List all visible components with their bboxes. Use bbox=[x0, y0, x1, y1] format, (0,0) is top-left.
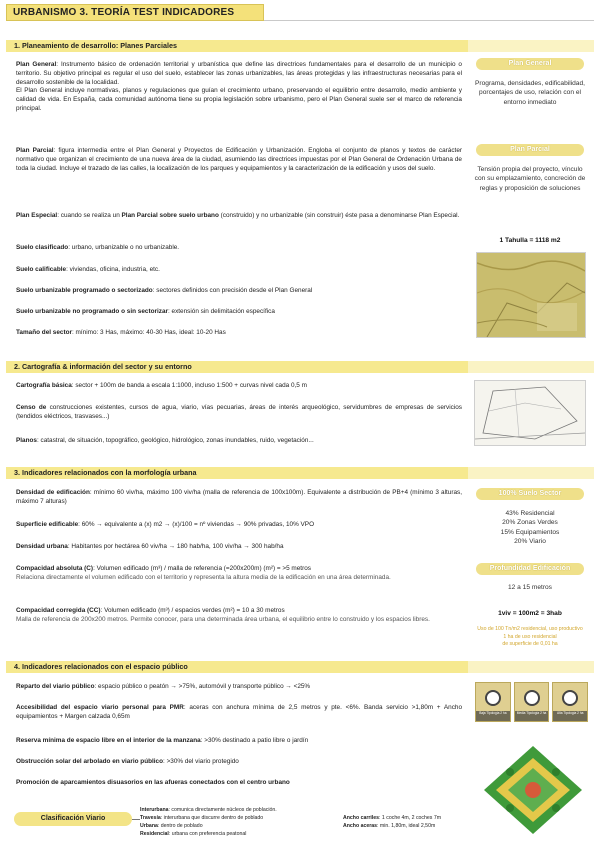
plan-parcial-pill: Plan Parcial bbox=[476, 144, 584, 156]
densidad-edificacion: Densidad de edificación: mínimo 60 viv/ha, máximo 100 viv/ha (malla de referencia de 100x100m). Equivalente a distribución de PB+4 (mínimo 3 alturas, máximo 7 alturas) bbox=[16, 489, 462, 505]
section-2-tail bbox=[468, 361, 594, 373]
compacidad-absoluta: Compacidad absoluta (C): Volumen edificado (m³) / malla de referencia (=200x200m) (m²) = >5 metros Relaciona directamente el volumen edificado con el territorio y representa la altura media de la edificación en una área determinada. bbox=[16, 565, 391, 581]
section-1-tail bbox=[468, 40, 594, 52]
reparto-viario: Reparto del viario público: espacio público o peatón → >75%, automóvil y transporte público → <25% bbox=[16, 683, 311, 690]
tile-alta: Alta Tipología 2 ha bbox=[552, 682, 588, 722]
section-2-heading: 2. Cartografía & información del sector y su entorno bbox=[6, 361, 468, 373]
plan-general-desc: Programa, densidades, edificabilidad, porcentajes de uso, relación con el entorno inmediato bbox=[475, 80, 585, 106]
densidad-urbana: Densidad urbana: Habitantes por hectárea 60 viv/ha → 180 hab/ha, 100 viv/ha → 300 hab/ha bbox=[16, 543, 284, 550]
section-4-heading: 4. Indicadores relacionados con el espacio público bbox=[6, 661, 468, 673]
title-divider bbox=[264, 20, 594, 21]
density-tiles bbox=[475, 682, 588, 722]
aerial-photo bbox=[476, 252, 586, 338]
sector-plan-drawing bbox=[474, 380, 586, 446]
tahulla-label: 1 Tahulla = 1118 m2 bbox=[499, 237, 561, 244]
suelo-sector-pill: 100% Suelo Sector bbox=[476, 488, 584, 500]
section-1-heading: 1. Planeamiento de desarrollo: Planes Parciales bbox=[6, 40, 468, 52]
block-diagram-image bbox=[480, 742, 586, 838]
list-item: Interurbana: comunica directamente núcleos de población. bbox=[140, 807, 277, 813]
plan-general-pill: Plan General bbox=[476, 58, 584, 70]
clasificacion-viario-list bbox=[140, 806, 350, 838]
clasificacion-connector bbox=[132, 819, 140, 820]
censo: Censo de construcciones existentes, cursos de agua, viario, vías pecuarias, áreas de interés arqueológico, servidumbres de empresas de servicios (tendidos eléctricos, trasvases...) bbox=[16, 404, 462, 420]
cartografia-basica: Cartografía básica: sector + 100m de banda a escala 1:1000, incluso 1:500 + curvas nivel cada 0,5 m bbox=[16, 382, 307, 389]
plan-general-paragraph: Plan General: Instrumento básico de ordenación territorial y urbanística que define las directrices fundamentales para el desarrollo de un municipio o territorio. Su objetivo principal es regular el uso del suelo, establecer las zonas urbanizables, las áreas protegidas y las infraestructuras necesarias para el desarrollo sostenible de la localidad. El Plan General incluye normativas, planos y regulaciones que guían el crecimiento urbano, preservando el equilibrio entre desarrollo, medio ambiente y calidad de vida. En España, cada comunidad autónoma tiene su propia legislación sobre urbanismo, pero el Plan General suele ser el marco de referencia principal. bbox=[16, 61, 462, 113]
planos: Planos: catastral, de situación, topográfico, geológico, hidrológico, zonas inundables, ruido, vegetación... bbox=[16, 437, 314, 444]
anchos-viario: Ancho carriles: 1 coche 4m, 2 coches 7m Ancho aceras: min. 1,80m, ideal 2,50m bbox=[343, 815, 442, 830]
list-item: Urbana: dentro de poblado bbox=[140, 823, 203, 830]
suelo-no-programado: Suelo urbanizable no programado o sin sectorizar: extensión sin delimitación específica bbox=[16, 308, 275, 315]
reserva-minima: Reserva mínima de espacio libre en el interior de la manzana: >30% destinado a patio libre o jardín bbox=[16, 737, 309, 744]
viv-notes: Uso de 100 Tn/m2 residencial, uso productivo 1 ha de uso residencial de superficie de 0,01 ha bbox=[477, 626, 583, 648]
accesibilidad-pmr: Accesibilidad del espacio viario personal para PMR: aceras con anchura mínima de 2,5 metros y pte. <6%. Banda servicio >1,80m + Ancho equipamientos + Margen calzada 0,65m bbox=[16, 704, 462, 720]
tamano-sector: Tamaño del sector: mínimo: 3 Has, máximo: 40-30 Has, ideal: 10-20 Has bbox=[16, 329, 226, 336]
profundidad-value: 12 a 15 metros bbox=[508, 584, 552, 591]
list-item: Residencial: urbana con preferencia peatonal bbox=[140, 831, 247, 838]
obstruccion-solar: Obstrucción solar del arbolado en viario público: >30% del viario protegido bbox=[16, 758, 239, 765]
suelo-clasificado: Suelo clasificado: urbano, urbanizable o no urbanizable. bbox=[16, 244, 180, 251]
viv-equivalence: 1viv = 100m2 = 3hab bbox=[498, 610, 562, 617]
superficie-edificable: Superficie edificable: 60% → equivalente a (x) m2 → (x)/100 = nº viviendas → 90% privadas, 10% VPO bbox=[16, 521, 315, 528]
tile-media: Media Tipología 2 ha bbox=[514, 682, 550, 722]
plan-parcial-paragraph: Plan Parcial: figura intermedia entre el Plan General y Proyectos de Edificación y Urbanización. Engloba el conjunto de planos y textos de carácter normativo que organizan el crecimiento de una nueva área de la ciudad, asumiendo las directrices impuestas por el Plan General de Ordenación Urbana de toda la ciudad. Incluye el trazado de las calles, la localización de los parques y equipamientos y la caracterización de la edificación y usos del suelo. bbox=[16, 147, 462, 172]
section-3-tail bbox=[468, 467, 594, 479]
tile-baja: Baja Tipología 2 ha bbox=[475, 682, 511, 722]
clasificacion-viario-badge: Clasificación Viario bbox=[14, 812, 132, 826]
page-title: URBANISMO 3. TEORÍA TEST INDICADORES bbox=[6, 4, 264, 21]
suelo-sector-list: 43% Residencial 20% Zonas Verdes 15% Equipamientos 20% Viario bbox=[500, 510, 560, 546]
plan-general-label: Plan General bbox=[16, 61, 57, 68]
suelo-programado: Suelo urbanizable programado o sectorizado: sectores definidos con precisión desde el Plan General bbox=[16, 287, 313, 294]
section-4-tail bbox=[468, 661, 594, 673]
profundidad-pill: Profundidad Edificación bbox=[476, 563, 584, 575]
suelo-calificable: Suelo calificable: viviendas, oficina, industria, etc. bbox=[16, 266, 160, 273]
compacidad-corregida: Compacidad corregida (CC): Volumen edificado (m³) / espacios verdes (m²) = 10 a 30 metros Malla de referencia de 200x200 metros. Permite conocer, para una determinada área urbana, el equilibrio entre lo construido y los espacios libres. bbox=[16, 607, 430, 623]
plan-parcial-desc: Tensión propia del proyecto, vínculo con su emplazamiento, concreción de reglas y proposición de soluciones bbox=[474, 166, 586, 192]
section-3-heading: 3. Indicadores relacionados con la morfología urbana bbox=[6, 467, 468, 479]
promocion-aparcamientos: Promoción de aparcamientos disuasorios en las afueras conectados con el centro urbano bbox=[16, 779, 290, 786]
list-item: Travesía: interurbana que discurre dentro de poblado bbox=[140, 815, 264, 822]
plan-especial-paragraph: Plan Especial: cuando se realiza un Plan Parcial sobre suelo urbano (construido) y no urbanizable (sin construir) éste pasa a denominarse Plan Especial. bbox=[16, 212, 460, 219]
